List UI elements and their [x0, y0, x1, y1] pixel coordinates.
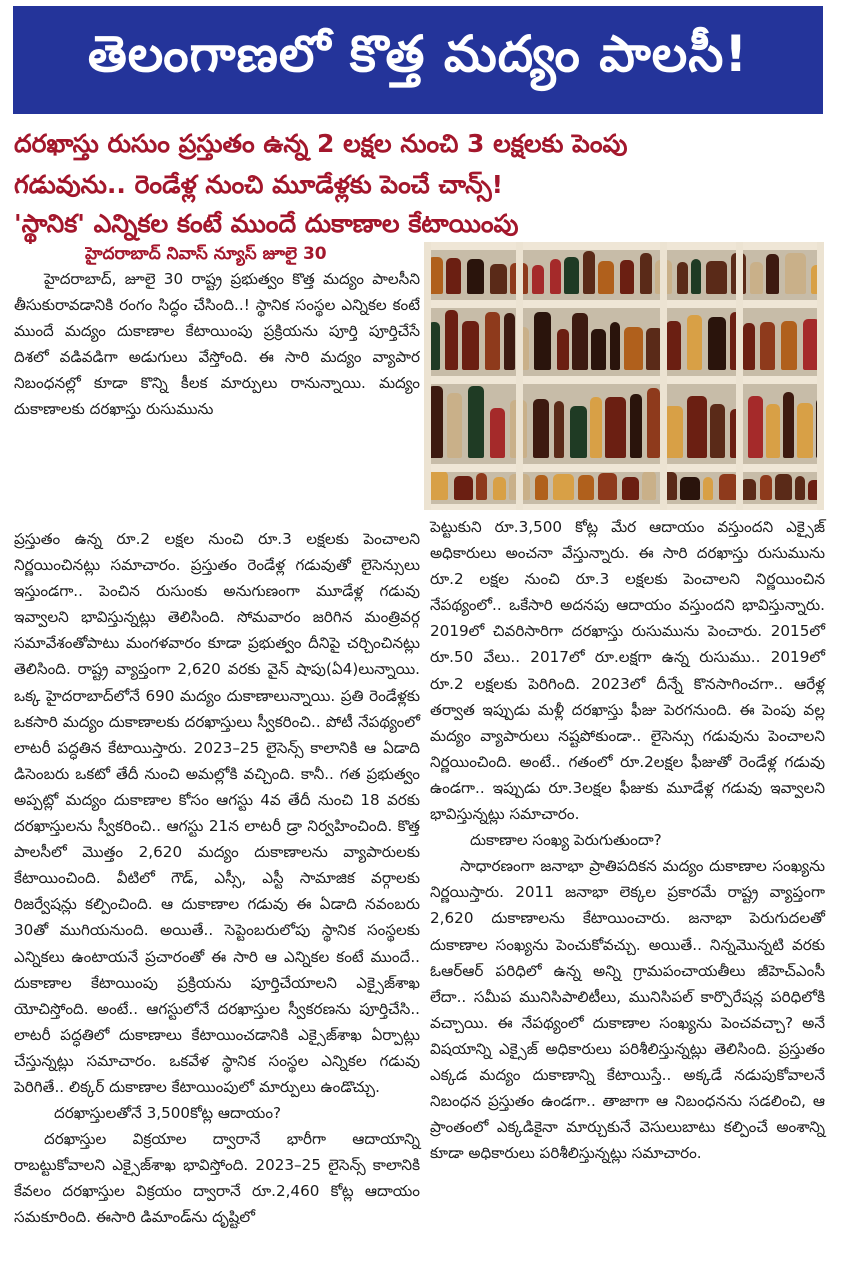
bottle-shape — [476, 473, 487, 500]
subheadline-2: గడువును.. రెండేళ్ల నుంచి మూడేళ్లకు పెంచే చాన్స్! — [14, 170, 504, 199]
bottle-shape — [766, 404, 780, 458]
bottle-shape — [447, 393, 462, 458]
shelf-post — [516, 242, 523, 510]
shelf-board — [424, 376, 824, 384]
headline: తెలంగాణలో కొత్త మద్యం పాలసీ! — [87, 24, 749, 83]
headline-banner — [13, 6, 823, 114]
bottle-shape — [590, 397, 602, 458]
bottle-shape — [710, 404, 725, 458]
bottle-shape — [598, 261, 614, 294]
bottle-shape — [554, 401, 564, 458]
bottle-shape — [557, 329, 569, 370]
bottle-shape — [572, 313, 588, 370]
bottle-shape — [428, 471, 448, 500]
bottle-shape — [622, 477, 639, 500]
bottle-shape — [446, 258, 461, 294]
bottle-shape — [760, 475, 772, 500]
shelf-board — [424, 464, 824, 472]
liquor-shelves-photo — [424, 242, 824, 510]
bottle-shape — [743, 323, 755, 370]
bottle-shape — [533, 399, 549, 458]
bottle-shape — [490, 264, 507, 294]
shelf-board — [424, 242, 824, 250]
bottle-shape — [748, 396, 763, 458]
bottle-shape — [467, 259, 484, 294]
bottle-shape — [591, 329, 606, 370]
bottle-shape — [666, 321, 681, 370]
bottle-shape — [640, 253, 652, 294]
shelf-post — [817, 242, 824, 510]
bottle-shape — [454, 476, 473, 500]
bottle-shape — [795, 476, 805, 500]
left-paragraph-2: దరఖాస్తుల విక్రయాల ద్వారానే భారీగా ఆదాయాన్ని రాబట్టుకోవాలని ఎక్సైజ్‌శాఖ భావిస్తోంది. 2023–25 లైసెన్స్ కాలానికి కేవలం దరఖాస్తుల విక్రయం ద్వారానే రూ.2,460 కోట్ల ఆదాయం సమకూరింది. ఈసారి డిమాండ్‌ను దృష్టిలో — [14, 1130, 420, 1227]
bottle-shape — [462, 321, 479, 370]
bottle-shape — [647, 388, 660, 458]
bottle-shape — [760, 322, 775, 370]
bottle-shape — [598, 473, 617, 500]
bottle-shape — [687, 315, 702, 370]
subheadline-3: 'స్థానిక' ఎన్నికల కంటే ముందే దుకాణాల కేటాయింపు — [14, 209, 519, 238]
left-column-bottom — [14, 526, 420, 1231]
bottle-shape — [691, 259, 701, 294]
bottle-shape — [642, 471, 656, 500]
bottle-shape — [504, 313, 515, 370]
bottle-shape — [781, 321, 797, 370]
shelf-post — [424, 242, 431, 510]
section-heading-shop-count: దుకాణాల సంఖ్య పెరుగుతుందా? — [470, 831, 662, 850]
bottle-shape — [680, 477, 700, 500]
bottle-shape — [534, 312, 551, 370]
bottle-shape — [620, 260, 634, 294]
dateline: హైదరాబాద్ నివాస్ న్యూస్ జూలై 30 — [85, 244, 327, 264]
bottle-shape — [708, 317, 726, 370]
bottle-shape — [630, 394, 642, 458]
bottle-shape — [677, 262, 688, 294]
section-heading-revenue: దరఖాస్తులతోనే 3,500కోట్ల ఆదాయం? — [54, 1104, 282, 1123]
bottle-shape — [703, 477, 713, 500]
shelf-board — [424, 300, 824, 308]
bottle-shape — [610, 322, 620, 370]
bottle-shape — [493, 477, 506, 500]
bottle-shape — [706, 261, 727, 294]
bottle-shape — [605, 397, 626, 458]
bottle-shape — [783, 392, 794, 458]
bottle-shape — [624, 327, 643, 370]
bottle-shape — [468, 386, 484, 458]
left-column-top — [14, 266, 420, 423]
bottle-shape — [535, 475, 548, 500]
bottle-shape — [775, 474, 792, 500]
bottle-shape — [570, 406, 587, 458]
left-paragraph-1-rest: ప్రస్తుతం ఉన్న రూ.2 లక్షల నుంచి రూ.3 లక్షలకు పెంచాలని నిర్ణయించినట్లు సమాచారం. ప్రస్తుతం రెండేళ్ల గడువుతో లైసెన్సులు ఇస్తుండగా.. పెంచిన రుసుంకు అనుగుణంగా మూడేళ్ల గడువు ఇవ్వాలని భావిస్తున్నట్లు తెలిసింది. సోమవారం జరిగిన మంత్రివర్గ సమావేశంతోపాటు మంగళవారం కూడా ప్రభుత్వం దీనిపై చర్చించినట్లు తెలిసింది. రాష్ట్ర వ్యాప్తంగా 2,620 వరకు వైన్ షాపు(ఏ4)లున్నాయి. ఒక్క హైదరాబాద్‌లోనే 690 మద్యం దుకాణాలున్నాయి. ప్రతి రెండేళ్లకు ఒకసారి మద్యం దుకాణాలకు దరఖాస్తులు స్వీకరించి.. పోటీ నేపథ్యంలో లాటరీ పద్ధతిన కేటాయిస్తారు. 2023–25 లైసెన్స్ కాలానికి ఆ ఏడాది డిసెంబరు ఒకటో తేదీ నుంచి అమల్లోకి వచ్చింది. కానీ.. గత ప్రభుత్వం అప్పట్లో మద్యం దుకాణాల కోసం ఆగస్టు 4వ తేదీ నుంచి 18 వరకు దరఖాస్తులను స్వీకరించి.. ఆగస్టు 21న లాటరీ డ్రా నిర్వహించింది. కొత్త పాలసీలో మొత్తం 2,620 మద్యం దుకాణాలను వ్యాపారులకు కేటాయించింది. వీటిలో గౌడ్, ఎస్సీ, ఎస్టీ సామాజిక వర్గాలకు రిజర్వేషన్లు కల్పించింది. ఆ దుకాణాల గడువు ఈ ఏడాది నవంబరు 30తో ముగియనుంది. అయితే.. సెప్టెంబరులోపు స్థానిక సంస్థలకు ఎన్నికలు ఉంటాయనే ప్రచారంతో ఈ సారి ఆ ఎన్నికల కంటే ముందే.. దుకాణాల కేటాయింపు ప్రక్రియను పూర్తిచేయాలని ఎక్సైజ్‌శాఖ యోచిస్తోంది. అంటే.. ఆగస్టులోనే దరఖాస్తుల స్వీకరణను పూర్తిచేసి.. లాటరీ పద్ధతిలో దుకాణాలు కేటాయించడానికి ఎక్సైజ్‌శాఖ ఏర్పాట్లు చేస్తున్నట్లు సమాచారం. ఒకవేళ స్థానిక సంస్థల ఎన్నికల గడువు పెరిగితే.. లిక్కర్ దుకాణాల కేటాయింపులో మార్పులు ఉండొచ్చు. — [14, 530, 420, 1096]
left-paragraph-1-top: హైదరాబాద్, జూలై 30 రాష్ట్ర ప్రభుత్వం కొత్త మద్యం పాలసీని తీసుకురావడానికి రంగం సిద్ధం చేసింది..! స్థానిక సంస్థల ఎన్నికల కంటే ముందే మద్యం దుకాణాల కేటాయింపు ప్రక్రియను పూర్తి పూర్తిచేసే దిశలో వడివడిగా అడుగులు వేస్తోంది. ఈ సారి మద్యం వ్యాపార నిబంధనల్లో కూడా కొన్ని కీలక మార్పులు రానున్నాయి. మద్యం దుకాణాలకు దరఖాస్తు రుసుమును — [14, 270, 420, 419]
bottle-shape — [445, 310, 458, 370]
bottle-shape — [553, 474, 574, 500]
bottle-shape — [490, 408, 505, 458]
bottle-shape — [532, 265, 544, 294]
right-paragraph-1: పెట్టుకుని రూ.3,500 కోట్ల మేర ఆదాయం వస్తుందని ఎక్సైజ్ అధికారులు అంచనా వేస్తున్నారు. ఈ సారి దరఖాస్తు రుసుమును రూ.2 లక్షల నుంచి రూ.3 లక్షలకు పెంచాలని నిర్ణయించిన నేపథ్యంలో.. ఒకేసారి అదనపు ఆదాయం వస్తుందని భావిస్తున్నారు. 2019లో చివరిసారిగా దరఖాస్తు రుసుమును పెంచారు. 2015లో రూ.50 వేలు.. 2017లో రూ.లక్షగా ఉన్న రుసుము.. 2019లో రూ.2 లక్షలకు పెరిగింది. 2023లో దీన్నే కొనసాగించగా.. ఆరేళ్ల తర్వాత ఇప్పుడు మళ్లీ దరఖాస్తు ఫీజు పెరగనుంది. ఈ పెంపు వల్ల మద్యం వ్యాపారులు నష్టపోకుండా.. లైసెన్సు గడువును పెంచాలని నిర్ణయించింది. అంటే.. గతంలో రూ.2లక్షల ఫీజుతో రెండేళ్ల గడువు ఉండగా.. ఇప్పుడు రూ.3లక్షల ఫీజుకు మూడేళ్ల గడువు ఇవ్వాలని భావిస్తున్నట్లు సమాచారం. — [430, 518, 825, 824]
bottle-shape — [485, 312, 500, 370]
bottle-shape — [766, 254, 779, 294]
bottle-shape — [785, 253, 806, 294]
bottle-shape — [583, 251, 595, 294]
right-column — [430, 514, 825, 1166]
bottle-shape — [687, 396, 707, 458]
bottle-shape — [564, 257, 579, 294]
bottle-shape — [550, 259, 561, 294]
right-paragraph-2: సాధారణంగా జనాభా ప్రాతిపదికన మద్యం దుకాణాల సంఖ్యను నిర్ణయిస్తారు. 2011 జనాభా లెక్కల ప్రకారమే రాష్ట్ర వ్యాప్తంగా 2,620 దుకాణాలను కేటాయించారు. జనాభా పెరుగుదలతో దుకాణాల సంఖ్యను పెంచుకోవచ్చు. అయితే.. నిన్నమొన్నటి వరకు ఓఆర్ఆర్ పరిధిలో ఉన్న అన్ని గ్రామపంచాయతీలు జీహెచ్ఎంసీ లేదా.. సమీప మునిసిపాలిటీలు, మునిసిపల్ కార్పొరేషన్ల పరిధిలోకి వచ్చాయి. ఈ నేపథ్యంలో దుకాణాల సంఖ్యను పెంచవచ్చా? అనే విషయాన్ని ఎక్సైజ్ అధికారులు పరిశీలిస్తున్నట్లు తెలిసింది. ప్రస్తుతం ఎక్కడ మద్యం దుకాణాన్ని కేటాయిస్తే.. అక్కడే నడుపుకోవాలనే నిబంధన ప్రస్తుతం ఉండగా.. తాజాగా ఆ నిబంధనను సడలించి, ఆ ప్రాంతంలో ఎక్కడికైనా మార్చుకునే వెసులుబాటు కల్పించే అంశాన్ని కూడా అధికారులు పరిశీలిస్తున్నట్లు సమాచారం. — [430, 857, 825, 1163]
shelf-post — [660, 242, 667, 510]
bottle-shape — [578, 475, 594, 500]
shelf-post — [736, 242, 743, 510]
bottle-shape — [741, 479, 756, 500]
bottle-shape — [750, 262, 763, 294]
bottle-shape — [797, 403, 813, 458]
shelf-board — [424, 504, 824, 510]
subheadline-1: దరఖాస్తు రుసుం ప్రస్తుతం ఉన్న 2 లక్షల నుంచి 3 లక్షలకు పెంపు — [14, 129, 628, 158]
